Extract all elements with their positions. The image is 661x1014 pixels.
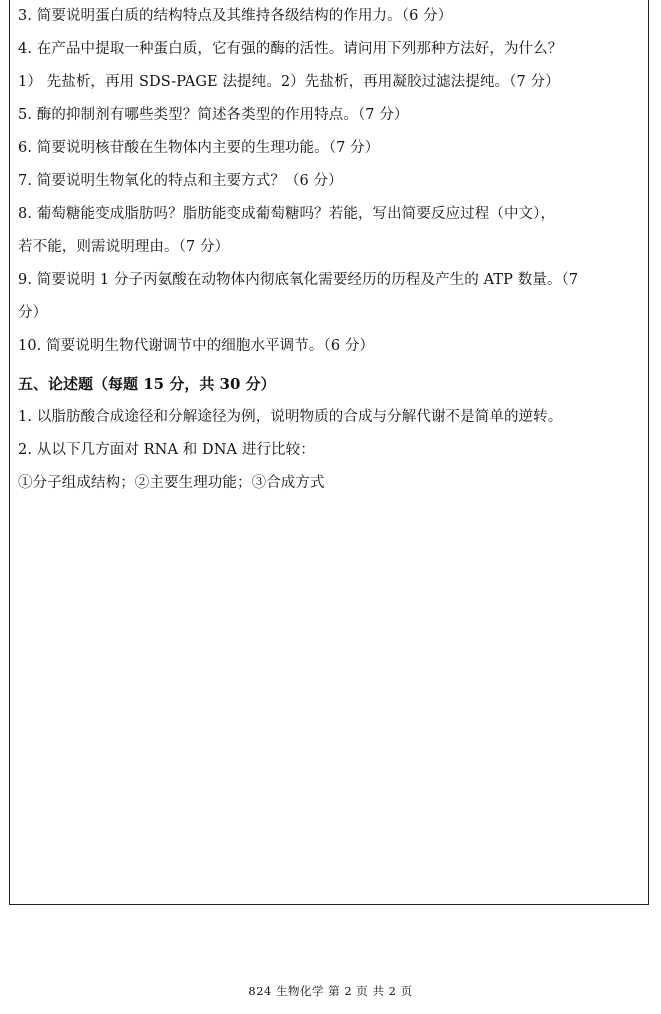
question-6 [18, 138, 643, 158]
question-line: 分） [18, 305, 48, 321]
question-5 [18, 105, 643, 125]
question-line: 9. 简要说明 1 分子丙氨酸在动物体内彻底氧化需要经历的历程及产生的 ATP 数量。（7 [18, 272, 579, 288]
question-line: 10. 简要说明生物代谢调节中的细胞水平调节。（6 分） [18, 338, 375, 354]
section-heading: 五、论述题（每题 15 分，共 30 分） [18, 375, 276, 393]
question-line: 6. 简要说明核苷酸在生物体内主要的生理功能。（7 分） [18, 140, 380, 156]
question-line: 1） 先盐析，再用 SDS-PAGE 法提纯。2）先盐析，再用凝胶过滤法提纯。（7 分） [18, 74, 560, 90]
question-line: 2. 从以下几方面对 RNA 和 DNA 进行比较： [18, 442, 315, 458]
question-3 [18, 6, 643, 26]
question-9 [18, 270, 643, 323]
question-7 [18, 171, 643, 191]
page-footer: 824 生物化学 第 2 页 共 2 页 [248, 984, 413, 998]
question-line: 若不能，则需说明理由。（7 分） [18, 239, 230, 255]
question-line: 1. 以脂肪酸合成途径和分解途径为例，说明物质的合成与分解代谢不是简单的逆转。 [18, 409, 563, 425]
question-line: 7. 简要说明生物氧化的特点和主要方式？（6 分） [18, 173, 343, 189]
question-10 [18, 336, 643, 356]
question-line: ①分子组成结构；②主要生理功能；③合成方式 [18, 475, 325, 491]
question-line: 3. 简要说明蛋白质的结构特点及其维持各级结构的作用力。（6 分） [18, 8, 453, 24]
question-line: 5. 酶的抑制剂有哪些类型？简述各类型的作用特点。（7 分） [18, 107, 409, 123]
essay-question-2 [18, 440, 643, 493]
exam-content [18, 6, 643, 506]
essay-question-1 [18, 407, 643, 427]
question-4 [18, 39, 643, 92]
question-line: 4. 在产品中提取一种蛋白质，它有强的酶的活性。请问用下列那种方法好，为什么？ [18, 41, 563, 57]
question-line: 8. 葡萄糖能变成脂肪吗？脂肪能变成葡萄糖吗？若能，写出简要反应过程（中文）， [18, 206, 556, 222]
question-8 [18, 204, 643, 257]
